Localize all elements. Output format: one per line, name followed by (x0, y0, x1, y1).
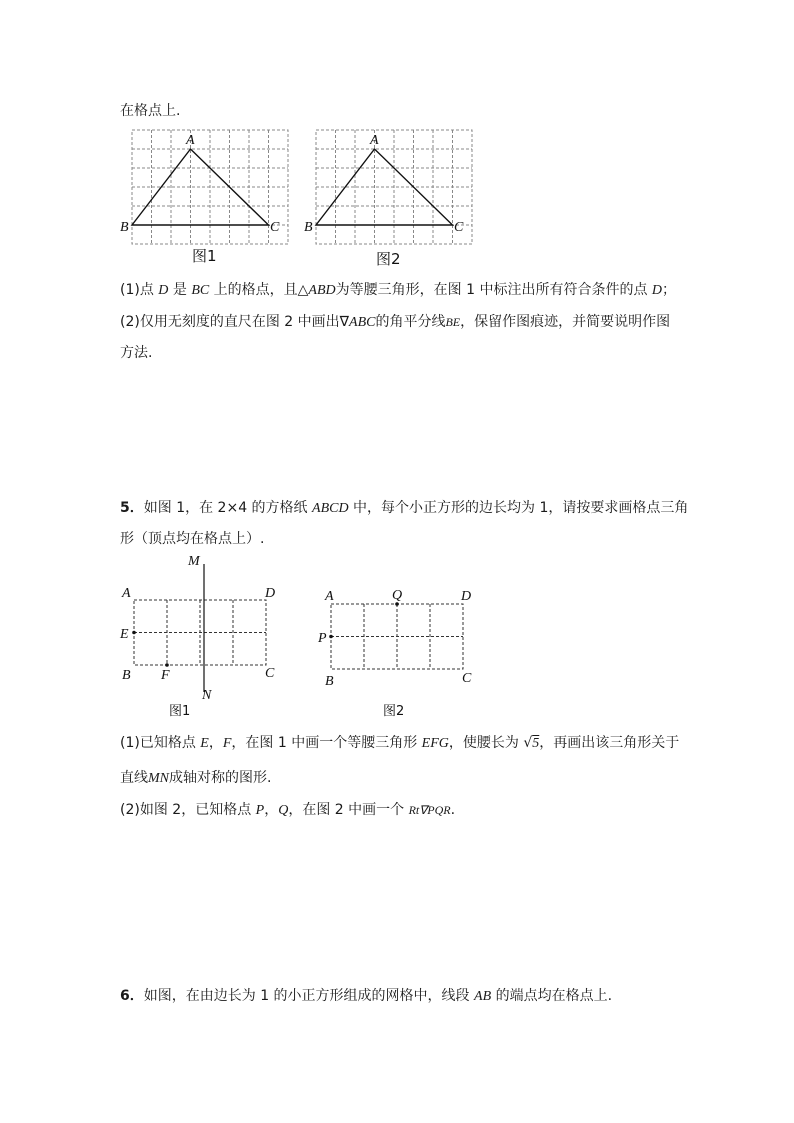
q5-part2: (2)如图 2，已知格点 P，Q，在图 2 中画一个 Rt∇PQR. (120, 802, 456, 818)
figure-row-1 (110, 124, 490, 270)
fig2-label-a: A (370, 133, 379, 148)
q6-heading: 6．如图，在由边长为 1 的小正方形组成的网格中，线段 AB 的端点均在格点上. (120, 988, 613, 1004)
q5-fig1-label-a: A (122, 586, 131, 601)
q5-fig1-label-d: D (265, 586, 276, 601)
q4-part1: (1)点 D 是 BC 上的格点，且△ABD为等腰三角形，在图 1 中标注出所有符合条件的点 D； (120, 282, 677, 298)
fig1-label-c: C (270, 220, 280, 235)
q5-fig2-grid (331, 604, 463, 669)
q5-heading: 5．如图 1，在 2×4 的方格纸 ABCD 中，每个小正方形的边长均为 1，请按要求画格点三角 (120, 500, 689, 516)
figure-row-2 (110, 552, 490, 722)
q5-fig2-label-p: P (318, 631, 327, 646)
intro-tail: 在格点上. (120, 103, 181, 119)
q5-fig1-label-b: B (122, 668, 131, 683)
q5-fig2-label-d: D (461, 589, 472, 604)
fig1-grid (132, 130, 288, 244)
fig1-label-a: A (186, 133, 195, 148)
q5-fig2-label-c: C (462, 671, 472, 686)
q5-fig1-grid (134, 600, 266, 665)
q5-fig1-point-e (132, 631, 136, 635)
fig2-grid (316, 130, 472, 244)
q5-fig1-label-c: C (265, 666, 275, 681)
q5-fig1-point-f (165, 663, 169, 667)
fig2-caption: 图2 (376, 250, 401, 268)
q5-fig1-caption: 图1 (169, 704, 191, 719)
q5-part1: (1)已知格点 E，F，在图 1 中画一个等腰三角形 EFG，使腰长为 √5，再画出该三角形关于 (120, 735, 680, 751)
q4-part2-line2: 方法. (120, 345, 153, 361)
q5-fig2-label-b: B (325, 674, 334, 689)
fig1-caption: 图1 (192, 247, 217, 265)
q5-fig1-label-n: N (202, 688, 212, 703)
q5-fig2-label-a: A (325, 589, 334, 604)
q5-fig2-caption: 图2 (383, 704, 405, 719)
q5-fig1-label-m: M (188, 554, 200, 569)
q5-fig1-label-f: F (161, 668, 170, 683)
q5-part1-line2: 直线MN成轴对称的图形. (120, 770, 272, 786)
q5-fig2-label-q: Q (392, 588, 403, 603)
q5-fig2-point-p (329, 635, 333, 639)
q5-heading-line2: 形（顶点均在格点上）. (120, 531, 265, 547)
fig1-label-b: B (120, 220, 129, 235)
q5-fig1-label-e: E (120, 627, 129, 642)
fig2-label-b: B (304, 220, 313, 235)
fig2-label-c: C (454, 220, 464, 235)
q4-part2: (2)仅用无刻度的直尺在图 2 中画出∇ABC的角平分线BE，保留作图痕迹，并简要说明作图 (120, 314, 671, 330)
